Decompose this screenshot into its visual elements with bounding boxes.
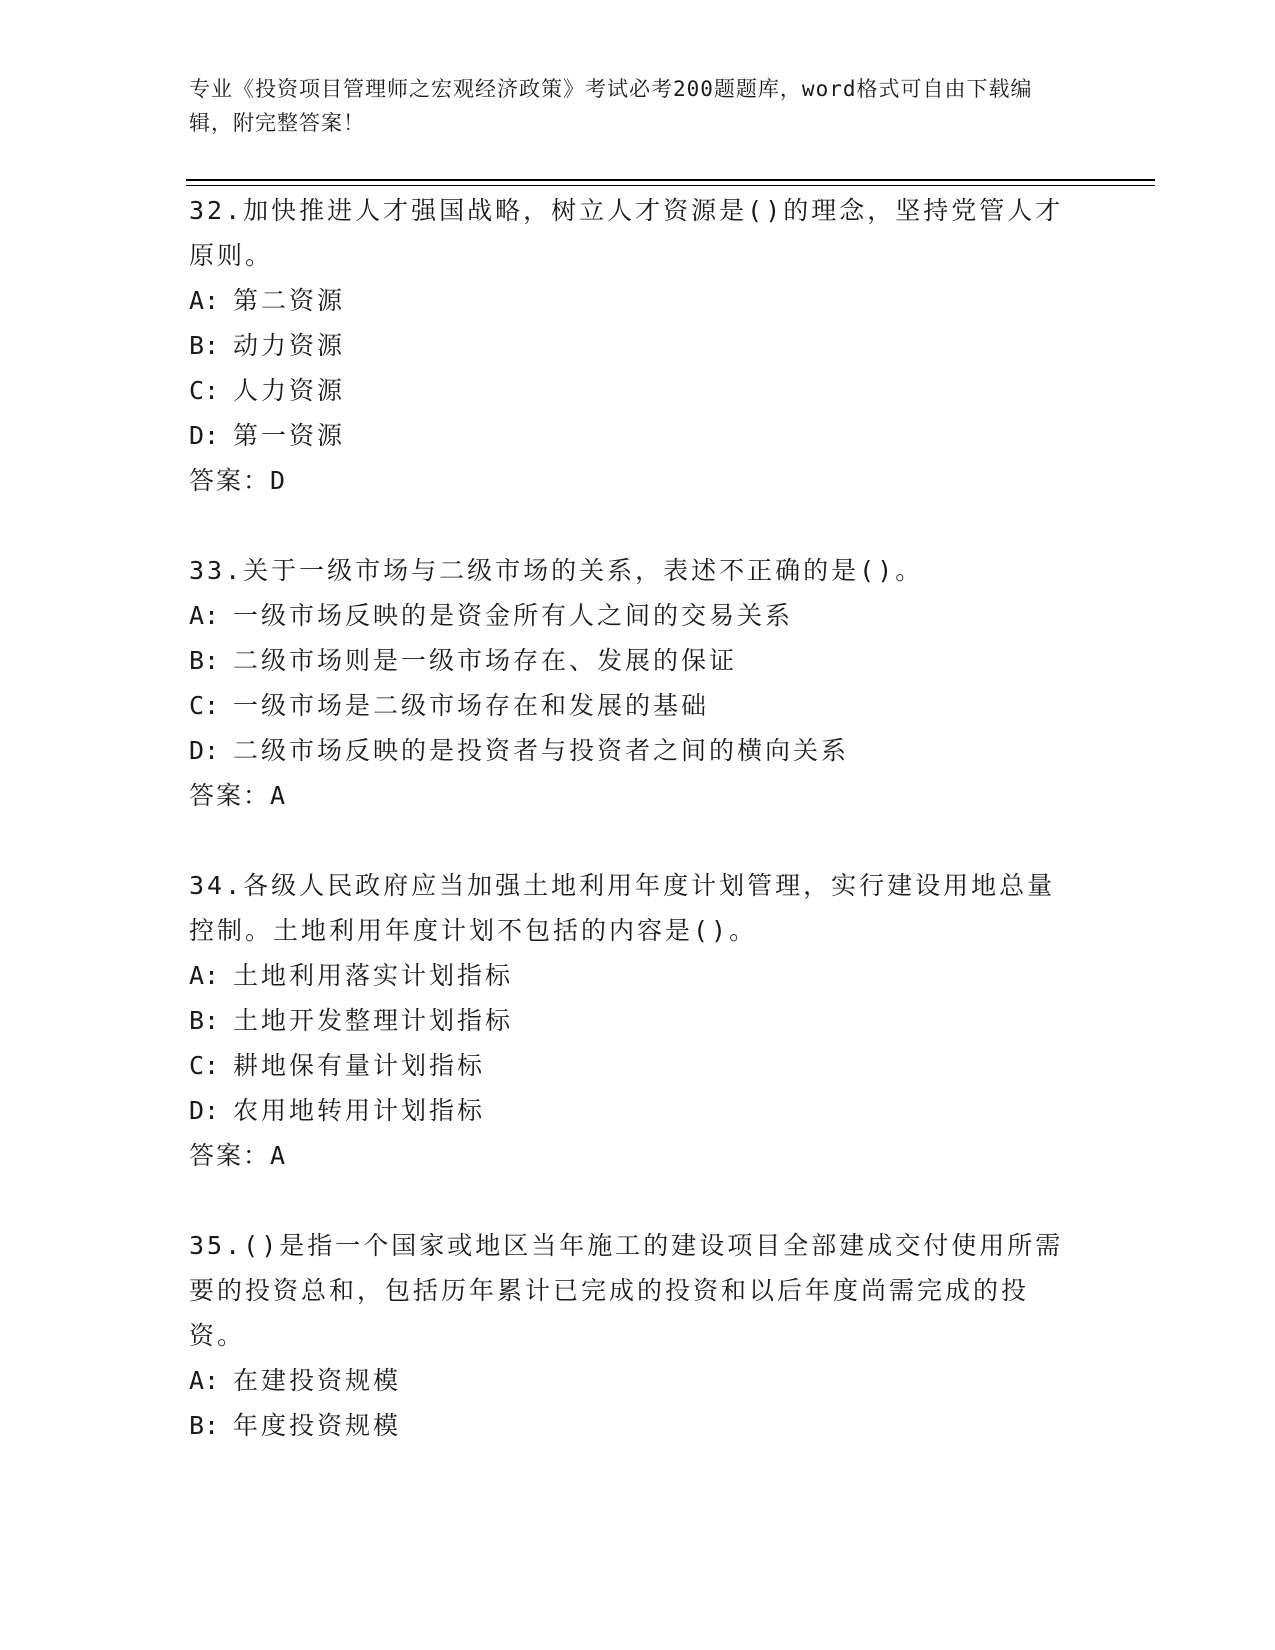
option-b [189, 323, 1079, 368]
option-text: 一级市场是二级市场存在和发展的基础 [233, 691, 710, 720]
option-text: 耕地保有量计划指标 [233, 1051, 486, 1080]
answer-label: 答案： [189, 1141, 271, 1170]
option-text: 土地利用落实计划指标 [233, 961, 514, 990]
option-c [189, 683, 1079, 728]
option-key: A: [189, 286, 220, 315]
answer-value: A [270, 1141, 287, 1170]
question-32 [189, 188, 1079, 503]
question-stem: 32.加快推进人才强国战略，树立人才资源是()的理念，坚持党管人才原则。 [189, 196, 1064, 270]
question-34 [189, 863, 1079, 1178]
answer-label: 答案： [189, 466, 271, 495]
option-text: 在建投资规模 [233, 1366, 402, 1395]
option-key: B: [189, 1006, 220, 1035]
option-key: A: [189, 601, 220, 630]
answer-label: 答案： [189, 781, 271, 810]
option-text: 农用地转用计划指标 [233, 1096, 486, 1125]
option-text: 第一资源 [233, 421, 346, 450]
option-key: B: [189, 1411, 220, 1440]
option-a [189, 593, 1079, 638]
question-35 [189, 1223, 1079, 1448]
question-stem: 34.各级人民政府应当加强土地利用年度计划管理，实行建设用地总量控制。土地利用年度计划不包括的内容是()。 [189, 871, 1056, 945]
header-rule-thin [186, 185, 1155, 186]
option-text: 人力资源 [233, 376, 346, 405]
option-key: C: [189, 691, 220, 720]
option-c [189, 1043, 1079, 1088]
question-list [189, 188, 1079, 1493]
answer-line [189, 773, 1079, 818]
option-text: 一级市场反映的是资金所有人之间的交易关系 [233, 601, 794, 630]
option-key: C: [189, 1051, 220, 1080]
option-a [189, 278, 1079, 323]
option-text: 土地开发整理计划指标 [233, 1006, 514, 1035]
answer-value: A [270, 781, 287, 810]
option-d [189, 413, 1079, 458]
option-a [189, 1358, 1079, 1403]
header-text: 专业《投资项目管理师之宏观经济政策》考试必考200题题库，word格式可自由下载编辑，附完整答案！ [189, 77, 1033, 135]
header-rule-thick [186, 179, 1155, 181]
option-key: D: [189, 736, 220, 765]
option-key: D: [189, 1096, 220, 1125]
option-key: C: [189, 376, 220, 405]
option-d [189, 728, 1079, 773]
option-text: 二级市场反映的是投资者与投资者之间的横向关系 [233, 736, 850, 765]
question-stem: 35.()是指一个国家或地区当年施工的建设项目全部建成交付使用所需要的投资总和，包括历年累计已完成的投资和以后年度尚需完成的投资。 [189, 1231, 1064, 1350]
option-b [189, 998, 1079, 1043]
answer-value: D [270, 466, 287, 495]
option-b [189, 1403, 1079, 1448]
option-key: A: [189, 961, 220, 990]
option-a [189, 953, 1079, 998]
option-key: D: [189, 421, 220, 450]
option-b [189, 638, 1079, 683]
option-text: 年度投资规模 [233, 1411, 402, 1440]
question-33 [189, 548, 1079, 818]
option-text: 二级市场则是一级市场存在、发展的保证 [233, 646, 738, 675]
answer-line [189, 1133, 1079, 1178]
option-text: 第二资源 [233, 286, 346, 315]
document-header [189, 72, 1069, 140]
option-c [189, 368, 1079, 413]
option-key: B: [189, 646, 220, 675]
option-d [189, 1088, 1079, 1133]
option-key: A: [189, 1366, 220, 1395]
answer-line [189, 458, 1079, 503]
question-stem: 33.关于一级市场与二级市场的关系，表述不正确的是()。 [189, 556, 924, 585]
option-key: B: [189, 331, 220, 360]
option-text: 动力资源 [233, 331, 346, 360]
